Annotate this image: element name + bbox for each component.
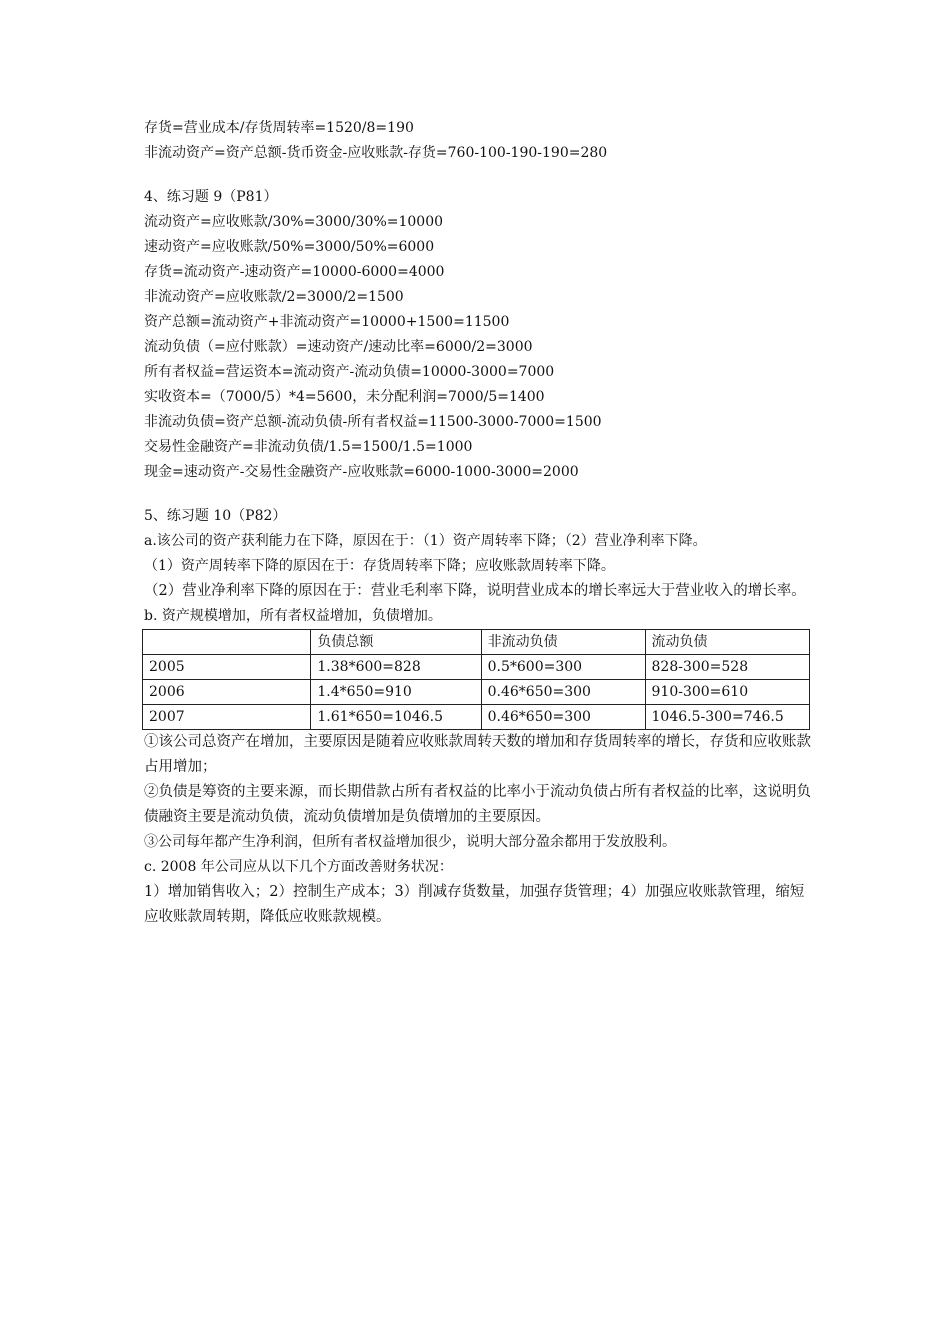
paragraph-b: b. 资产规模增加，所有者权益增加，负债增加。 bbox=[144, 608, 442, 624]
text-line: 资产总额=流动资产+非流动资产=10000+1500=11500 bbox=[144, 314, 510, 330]
paragraph-c-body: 1）增加销售收入；2）控制生产成本；3）削减存货数量，加强存货管理；4）加强应收账款管理，缩短应收账款周转期，降低应收账款规模。 bbox=[144, 884, 805, 925]
table-cell: 1046.5-300=746.5 bbox=[645, 705, 810, 730]
text-line: 存货=营业成本/存货周转率=1520/8=190 bbox=[144, 120, 414, 136]
table-cell: 910-300=610 bbox=[645, 680, 810, 705]
table-cell: 1.61*650=1046.5 bbox=[311, 705, 481, 730]
document-page bbox=[144, 116, 814, 930]
table-cell: 1.4*650=910 bbox=[311, 680, 481, 705]
table-cell: 0.5*600=300 bbox=[481, 655, 645, 680]
text-line: 流动资产=应收账款/30%=3000/30%=10000 bbox=[144, 214, 444, 230]
table-cell: 2005 bbox=[143, 655, 311, 680]
text-line: 实收资本=（7000/5）*4=5600，未分配利润=7000/5=1400 bbox=[144, 389, 545, 405]
paragraph-a2: （2）营业净利率下降的原因在于：营业毛利率下降，说明营业成本的增长率远大于营业收入的增长率。 bbox=[144, 583, 806, 599]
text-line: 现金=速动资产-交易性金融资产-应收账款=6000-1000-3000=2000 bbox=[144, 464, 579, 480]
table-cell: 1.38*600=828 bbox=[311, 655, 481, 680]
table-row bbox=[143, 705, 810, 730]
table-row bbox=[143, 680, 810, 705]
table-cell bbox=[143, 630, 311, 655]
paragraph-a1: （1）资产周转率下降的原因在于：存货周转率下降；应收账款周转率下降。 bbox=[144, 558, 615, 574]
table-cell: 0.46*650=300 bbox=[481, 680, 645, 705]
note-1: ①该公司总资产在增加，主要原因是随着应收账款周转天数的增加和存货周转率的增长，存货和应收账款占用增加； bbox=[144, 734, 811, 775]
table-cell: 2007 bbox=[143, 705, 311, 730]
table-cell: 2006 bbox=[143, 680, 311, 705]
paragraph-a: a.该公司的资产获利能力在下降，原因在于：（1）资产周转率下降；（2）营业净利率下降。 bbox=[144, 533, 707, 549]
text-line: 交易性金融资产=非流动负债/1.5=1500/1.5=1000 bbox=[144, 439, 473, 455]
note-2: ②负债是筹资的主要来源，而长期借款占所有者权益的比率小于流动负债占所有者权益的比率，这说明负债融资主要是流动负债，流动负债增加是负债增加的主要原因。 bbox=[144, 784, 811, 825]
paragraph-c: c. 2008 年公司应从以下几个方面改善财务状况： bbox=[144, 859, 453, 875]
table-cell: 0.46*650=300 bbox=[481, 705, 645, 730]
text-line: 所有者权益=营运资本=流动资产-流动负债=10000-3000=7000 bbox=[144, 364, 555, 380]
table-cell: 负债总额 bbox=[311, 630, 481, 655]
text-line: 非流动负债=资产总额-流动负债-所有者权益=11500-3000-7000=1500 bbox=[144, 414, 602, 430]
section-heading: 5、练习题 10（P82） bbox=[144, 508, 287, 524]
section-heading: 4、练习题 9（P81） bbox=[144, 189, 278, 205]
table-cell: 非流动负债 bbox=[481, 630, 645, 655]
text-line: 速动资产=应收账款/50%=3000/50%=6000 bbox=[144, 239, 435, 255]
text-line: 流动负债（=应付账款）=速动资产/速动比率=6000/2=3000 bbox=[144, 339, 533, 355]
text-line: 非流动资产=应收账款/2=3000/2=1500 bbox=[144, 289, 404, 305]
note-3: ③公司每年都产生净利润，但所有者权益增加很少，说明大部分盈余都用于发放股利。 bbox=[144, 834, 676, 850]
liability-table bbox=[142, 629, 810, 730]
table-row bbox=[143, 655, 810, 680]
table-cell: 828-300=528 bbox=[645, 655, 810, 680]
text-line: 非流动资产=资产总额-货币资金-应收账款-存货=760-100-190-190=280 bbox=[144, 145, 608, 161]
text-line: 存货=流动资产-速动资产=10000-6000=4000 bbox=[144, 264, 445, 280]
table-cell: 流动负债 bbox=[645, 630, 810, 655]
table-header-row bbox=[143, 630, 810, 655]
